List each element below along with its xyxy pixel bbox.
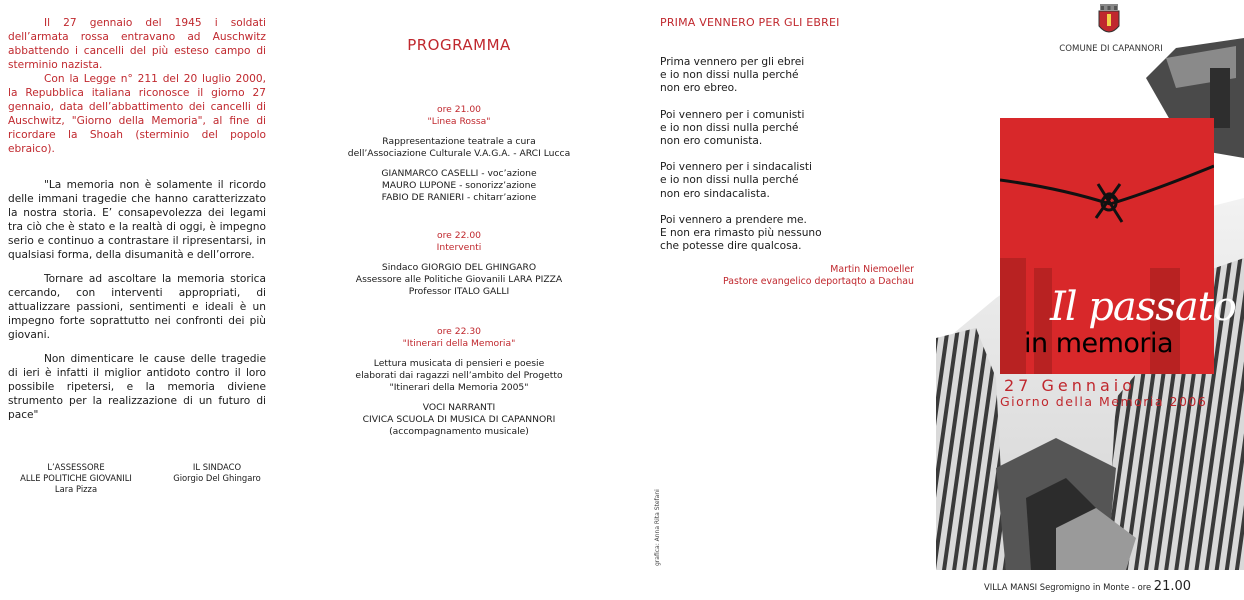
author-name: Martin Niemoeller	[830, 264, 914, 275]
poem-author	[723, 264, 914, 288]
author-description: Pastore evangelico deportaqto a Dachau	[723, 276, 914, 287]
signature-role: IL SINDACO	[192, 462, 242, 472]
poem-line: e io non dissi nulla perché	[660, 174, 799, 187]
signature-role: L’ASSESSORE	[47, 462, 105, 472]
event-description: "Itinerari della Memoria 2005"	[389, 382, 529, 393]
poem-text	[660, 56, 920, 266]
signature-name: Giorgio Del Ghingaro	[173, 473, 261, 483]
event-2	[310, 230, 608, 298]
signature-sindaco	[158, 462, 276, 484]
intro-panel	[0, 0, 276, 600]
poem-line: e io non dissi nulla perché	[660, 121, 799, 134]
event-description: Rappresentazione teatrale a cura	[382, 136, 536, 147]
design-credit: grafica: Anna Rita Stefani	[654, 489, 661, 566]
statement-paragraph-3: Non dimenticare le cause delle tragedie di ieri è infatti il miglior antidoto contro il loro possibile ripetersi, e la memoria diviene strumento per la realizzazione di un futuro di pace"	[8, 353, 266, 421]
event-speaker: Sindaco GIORGIO DEL GHINGARO	[381, 262, 537, 273]
event-time: ore 21.00	[436, 104, 482, 115]
intro-paragraph-1: Il 27 gennaio del 1945 i soldati dell’armata rossa entravano ad Auschwitz abbattendo i cancelli del più esteso campo di sterminio nazista.	[8, 17, 266, 71]
intro-paragraph-2: Con la Legge n° 211 del 20 luglio 2000, la Repubblica italiana riconosce il giorno 27 gennaio, data dell’abbattimento dei cancelli di Auschwitz, "Giorno della Memoria", al fine di ricordare la Shoah (sterminio del popolo ebraico).	[8, 73, 266, 155]
cover-panel	[936, 0, 1244, 600]
poem-panel	[640, 0, 940, 600]
event-time: ore 22.30	[436, 326, 482, 337]
intro-text	[8, 16, 266, 156]
poem-line: Poi vennero per i comunisti	[660, 108, 805, 121]
poem-line: che potesse dire qualcosa.	[660, 240, 802, 253]
program-heading: PROGRAMMA	[407, 36, 511, 54]
signature-name: Lara Pizza	[54, 484, 98, 494]
signature-assessore	[6, 462, 146, 495]
poem-line: Poi vennero a prendere me.	[660, 213, 807, 226]
event-performer: VOCI NARRANTI	[422, 402, 496, 413]
cover-date: 27 Gennaio	[1004, 376, 1137, 395]
event-performer: CIVICA SCUOLA DI MUSICA DI CAPANNORI	[362, 414, 556, 425]
venue-time: 21.00	[1153, 579, 1192, 594]
poem-stanza	[660, 109, 920, 149]
cover-title-sub: in memoria	[1024, 328, 1174, 359]
poem-line: non ero comunista.	[660, 135, 763, 148]
poem-line: Poi vennero per i sindacalisti	[660, 161, 812, 174]
poem-line: E non era rimasto più nessuno	[660, 227, 822, 240]
event-1	[310, 104, 608, 204]
statement-paragraph-2: Tornare ad ascoltare la memoria storica cercando, con interventi appropriati, di attualizzare passioni, sentimenti e ideali è un impegno forte soprattutto nei confronti dei più giovani.	[8, 273, 266, 341]
event-title: Interventi	[436, 242, 482, 253]
event-performer: MAURO LUPONE - sonorizz’azione	[381, 180, 537, 191]
poem-stanza	[660, 214, 920, 254]
event-performer: FABIO DE RANIERI - chitarr’azione	[381, 192, 537, 203]
poem-stanza	[660, 56, 920, 96]
venue-text: VILLA MANSI Segromigno in Monte - ore	[984, 582, 1152, 592]
event-time: ore 22.00	[436, 230, 482, 241]
statement-text	[8, 178, 266, 432]
statement-paragraph-1: "La memoria non è solamente il ricordo delle immani tragedie che hanno caratterizzato la nostra storia. E’ consapevolezza dei legami tra ciò che è stato e la realtà di oggi, è impegno serio e continuo a contrastare il ripresentarsi, in qualsiasi forma, della disumanità e dell’orrore.	[8, 179, 266, 261]
cover-title: Il passato	[1050, 284, 1236, 330]
event-description: Lettura musicata di pensieri e poesie	[373, 358, 545, 369]
coat-of-arms-icon	[1096, 4, 1122, 38]
event-description: elaborati dai ragazzi nell’ambito del Progetto	[355, 370, 563, 381]
poem-line: non ero ebreo.	[660, 82, 738, 95]
event-3	[310, 326, 608, 438]
cover-subtitle: Giorno della Memoria 2006	[1000, 394, 1208, 409]
program-panel	[310, 0, 608, 600]
venue-line	[984, 579, 1191, 594]
event-title: "Linea Rossa"	[427, 116, 491, 127]
poem-stanza	[660, 161, 920, 201]
event-performer: (accompagnamento musicale)	[389, 426, 529, 437]
poem-line: e io non dissi nulla perché	[660, 69, 799, 82]
poem-line: Prima vennero per gli ebrei	[660, 56, 805, 68]
event-title: "Itinerari della Memoria"	[402, 338, 516, 349]
poem-line: non ero sindacalista.	[660, 187, 770, 200]
poem-title: PRIMA VENNERO PER GLI EBREI	[660, 16, 840, 29]
event-performer: GIANMARCO CASELLI - voc’azione	[381, 168, 537, 179]
event-speaker: Assessore alle Politiche Giovanili LARA PIZZA	[355, 274, 563, 285]
event-description: dell’Associazione Culturale V.A.G.A. - ARCI Lucca	[347, 148, 571, 159]
comune-label: COMUNE DI CAPANNORI	[1059, 44, 1163, 54]
event-speaker: Professor ITALO GALLI	[408, 286, 510, 297]
signature-role: ALLE POLITICHE GIOVANILI	[20, 473, 132, 483]
